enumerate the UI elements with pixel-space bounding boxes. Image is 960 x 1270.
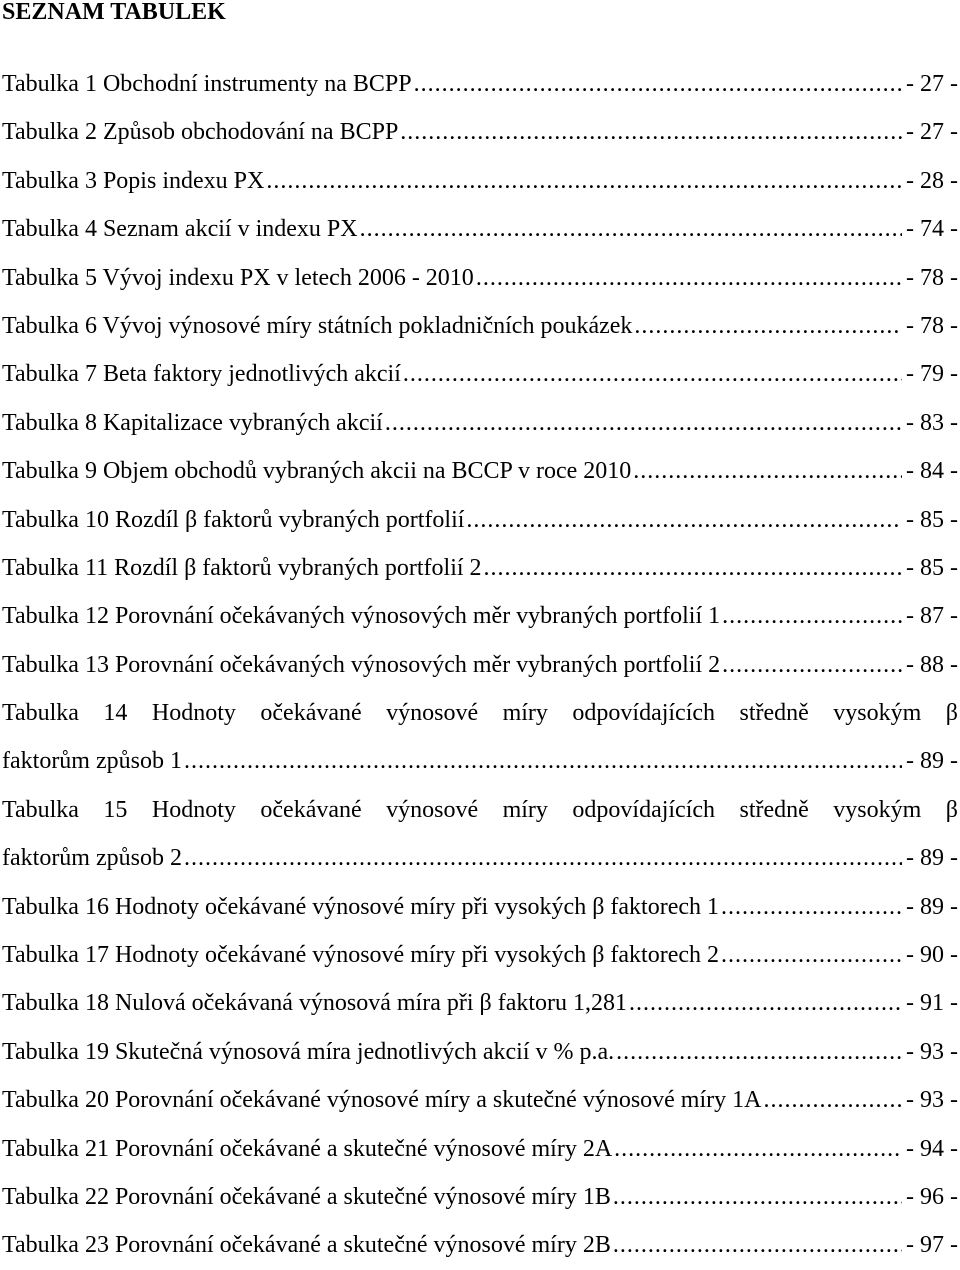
entry-label: Tabulka 12 Porovnání očekávaných výnosových měr vybraných portfolií 1 bbox=[2, 603, 721, 630]
dot-leader bbox=[403, 350, 902, 398]
toc-entry[interactable] bbox=[2, 60, 958, 108]
toc-entry[interactable] bbox=[2, 447, 958, 495]
dot-leader bbox=[184, 834, 902, 882]
entry-label: Tabulka 20 Porovnání očekávané výnosové míry a skutečné výnosové míry 1A bbox=[2, 1087, 762, 1114]
dot-leader bbox=[613, 1221, 902, 1269]
entry-label: faktorům způsob 1 bbox=[2, 748, 182, 775]
dot-leader bbox=[614, 1125, 902, 1173]
dot-leader bbox=[484, 544, 902, 592]
entry-label: Tabulka 23 Porovnání očekávané a skutečné výnosové míry 2B bbox=[2, 1232, 611, 1259]
entry-label: Tabulka 5 Vývoj indexu PX v letech 2006 - 2010 bbox=[2, 264, 474, 291]
toc-entry[interactable] bbox=[2, 592, 958, 640]
page-number: - 93 - bbox=[906, 1038, 958, 1065]
page-title: SEZNAM TABULEK bbox=[2, 0, 226, 25]
page-number: - 89 - bbox=[906, 748, 958, 775]
dot-leader bbox=[721, 931, 902, 979]
page-number: - 27 - bbox=[906, 71, 958, 97]
page-number: - 96 - bbox=[906, 1183, 958, 1210]
entry-label: Tabulka 22 Porovnání očekávané a skutečné výnosové míry 1B bbox=[2, 1183, 611, 1210]
dot-leader bbox=[722, 592, 902, 640]
page-number: - 93 - bbox=[906, 1087, 958, 1114]
entry-label: Tabulka 14 Hodnoty očekávané výnosové míry odpovídajících středně vysokým β bbox=[2, 700, 958, 727]
entry-label: Tabulka 2 Způsob obchodování na BCPP bbox=[2, 119, 399, 146]
toc-entry[interactable] bbox=[2, 1125, 958, 1173]
dot-leader bbox=[184, 737, 902, 785]
page-number: - 88 - bbox=[906, 651, 958, 678]
dot-leader bbox=[476, 254, 902, 302]
page-number: - 90 - bbox=[906, 942, 958, 969]
entry-label: Tabulka 17 Hodnoty očekávané výnosové míry při vysokých β faktorech 2 bbox=[2, 942, 720, 969]
dot-leader bbox=[385, 399, 902, 447]
entry-label: Tabulka 10 Rozdíl β faktorů vybraných portfolií bbox=[2, 506, 465, 533]
toc-entry[interactable] bbox=[2, 1221, 958, 1269]
dot-leader bbox=[763, 1076, 902, 1124]
toc-entry[interactable] bbox=[2, 350, 958, 398]
page-number: - 85 - bbox=[906, 506, 958, 533]
toc-entry[interactable] bbox=[2, 834, 958, 882]
toc-entry[interactable] bbox=[2, 496, 958, 544]
entry-label: Tabulka 9 Objem obchodů vybraných akcii na BCCP v roce 2010 bbox=[2, 458, 632, 485]
toc-entry[interactable] bbox=[2, 931, 958, 979]
entry-label: Tabulka 11 Rozdíl β faktorů vybraných portfolií 2 bbox=[2, 554, 482, 581]
toc-entry[interactable] bbox=[2, 737, 958, 785]
toc-entry[interactable] bbox=[2, 883, 958, 931]
entry-label: Tabulka 18 Nulová očekávaná výnosová míra při β faktoru 1,281 bbox=[2, 990, 628, 1017]
entry-label: faktorům způsob 2 bbox=[2, 845, 182, 872]
page-number: - 85 - bbox=[906, 554, 958, 581]
toc-entry[interactable] bbox=[2, 399, 958, 447]
entry-label: Tabulka 16 Hodnoty očekávané výnosové míry při vysokých β faktorech 1 bbox=[2, 893, 720, 920]
dot-leader bbox=[634, 302, 902, 350]
page-number: - 78 - bbox=[906, 264, 958, 291]
page-number: - 78 - bbox=[906, 312, 958, 339]
page-number: - 91 - bbox=[906, 990, 958, 1017]
page-number: - 97 - bbox=[906, 1232, 958, 1259]
toc-entry[interactable] bbox=[2, 979, 958, 1027]
table-of-tables bbox=[2, 60, 958, 1270]
dot-leader bbox=[616, 1028, 902, 1076]
dot-leader bbox=[722, 641, 902, 689]
toc-entry-first-line[interactable] bbox=[2, 689, 958, 737]
dot-leader bbox=[414, 60, 902, 108]
dot-leader bbox=[633, 447, 902, 495]
page-number: - 89 - bbox=[906, 845, 958, 872]
page-number: - 94 - bbox=[906, 1135, 958, 1162]
toc-entry[interactable] bbox=[2, 1028, 958, 1076]
entry-label: Tabulka 19 Skutečná výnosová míra jednotlivých akcií v % p.a. bbox=[2, 1038, 615, 1065]
page-number: - 79 - bbox=[906, 361, 958, 388]
dot-leader bbox=[613, 1173, 902, 1221]
toc-entry[interactable] bbox=[2, 302, 958, 350]
entry-label: Tabulka 21 Porovnání očekávané a skutečné výnosové míry 2A bbox=[2, 1135, 613, 1162]
entry-label: Tabulka 4 Seznam akcií v indexu PX bbox=[2, 216, 358, 243]
page-number: - 89 - bbox=[906, 893, 958, 920]
page-number: - 87 - bbox=[906, 603, 958, 630]
toc-entry[interactable] bbox=[2, 157, 958, 205]
entry-label: Tabulka 8 Kapitalizace vybraných akcií bbox=[2, 409, 383, 436]
entry-label: Tabulka 7 Beta faktory jednotlivých akcií bbox=[2, 361, 401, 388]
entry-label: Tabulka 13 Porovnání očekávaných výnosových měr vybraných portfolií 2 bbox=[2, 651, 721, 678]
toc-entry[interactable] bbox=[2, 544, 958, 592]
toc-entry-first-line[interactable] bbox=[2, 786, 958, 834]
dot-leader bbox=[400, 108, 902, 156]
dot-leader bbox=[360, 205, 902, 253]
dot-leader bbox=[629, 979, 902, 1027]
toc-entry[interactable] bbox=[2, 254, 958, 302]
toc-entry[interactable] bbox=[2, 641, 958, 689]
entry-label: Tabulka 1 Obchodní instrumenty na BCPP bbox=[2, 71, 412, 97]
dot-leader bbox=[466, 496, 902, 544]
page-number: - 83 - bbox=[906, 409, 958, 436]
toc-entry[interactable] bbox=[2, 1076, 958, 1124]
entry-label: Tabulka 6 Vývoj výnosové míry státních pokladničních poukázek bbox=[2, 312, 633, 339]
toc-entry[interactable] bbox=[2, 1173, 958, 1221]
dot-leader bbox=[721, 883, 902, 931]
entry-label: Tabulka 3 Popis indexu PX bbox=[2, 167, 265, 194]
page-number: - 84 - bbox=[906, 458, 958, 485]
entry-label: Tabulka 15 Hodnoty očekávané výnosové míry odpovídajících středně vysokým β bbox=[2, 796, 958, 823]
page-number: - 28 - bbox=[906, 167, 958, 194]
page-number: - 27 - bbox=[906, 119, 958, 146]
page-number: - 74 - bbox=[906, 216, 958, 243]
toc-entry[interactable] bbox=[2, 205, 958, 253]
toc-entry[interactable] bbox=[2, 108, 958, 156]
dot-leader bbox=[266, 157, 902, 205]
